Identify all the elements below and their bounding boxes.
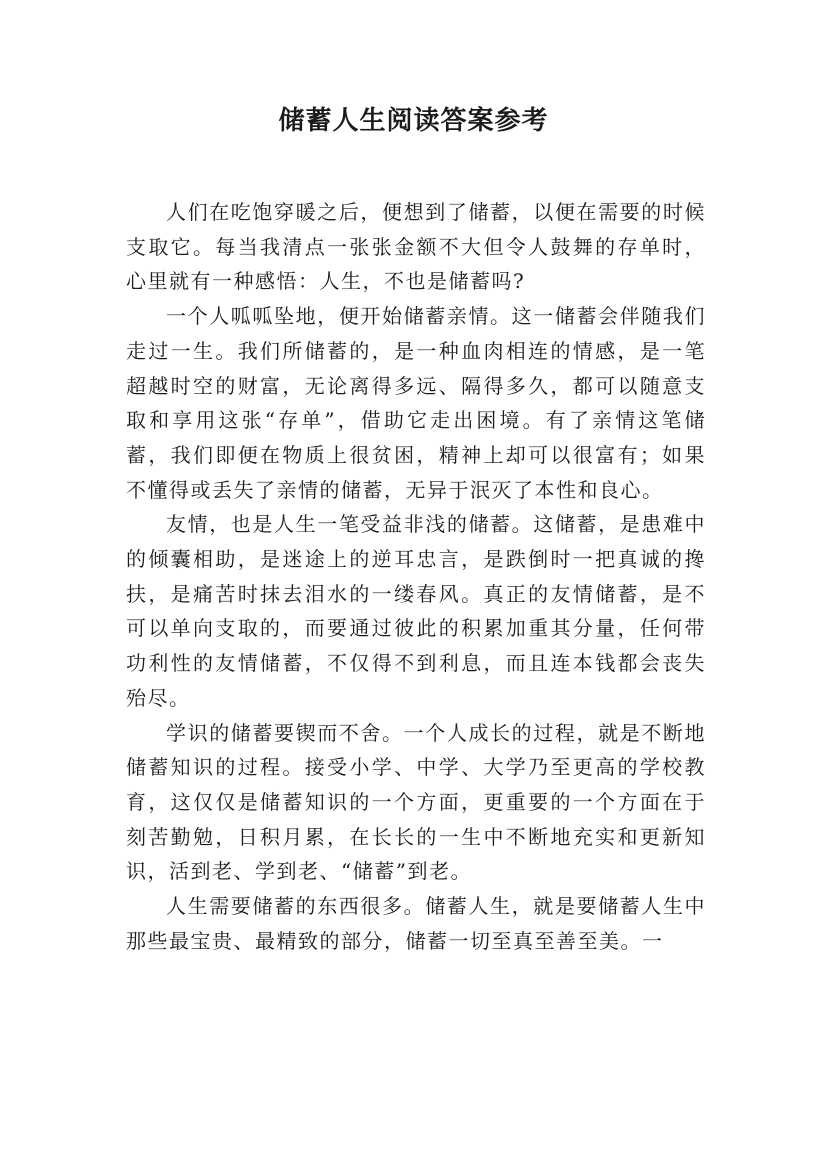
- paragraph-intro: 人们在吃饱穿暖之后，便想到了储蓄，以便在需要的时候支取它。每当我清点一张张金额不大但令人鼓舞的存单时，心里就有一种感悟：人生，不也是储蓄吗?: [126, 200, 706, 294]
- paragraph-friendship: 友情，也是人生一笔受益非浅的储蓄。这储蓄，是患难中的倾囊相助，是迷途上的逆耳忠言，是跌倒时一把真诚的搀扶，是痛苦时抹去泪水的一缕春风。真正的友情储蓄，是不可以单向支取的，而要通过彼此的积累加重其分量，任何带功利性的友情储蓄，不仅得不到利息，而且连本钱都会丧失殆尽。: [126, 512, 706, 710]
- paragraph-family-love: 一个人呱呱坠地，便开始储蓄亲情。这一储蓄会伴随我们走过一生。我们所储蓄的，是一种血肉相连的情感，是一笔超越时空的财富，无论离得多远、隔得多久，都可以随意支取和享用这张“存单”，借助它走出困境。有了亲情这笔储蓄，我们即便在物质上很贫困，精神上却可以很富有；如果不懂得或丢失了亲情的储蓄，无异于泯灭了本性和良心。: [126, 304, 706, 502]
- document-body: [126, 195, 706, 958]
- paragraph-knowledge: 学识的储蓄要锲而不舍。一个人成长的过程，就是不断地储蓄知识的过程。接受小学、中学、大学乃至更高的学校教育，这仅仅是储蓄知识的一个方面，更重要的一个方面在于刻苦勤勉，日积月累，在长长的一生中不断地充实和更新知识，活到老、学到老、“储蓄”到老。: [126, 720, 706, 884]
- document-title: 储蓄人生阅读答案参考: [278, 106, 549, 136]
- paragraph-life-savings: 人生需要储蓄的东西很多。储蓄人生，就是要储蓄人生中那些最宝贵、最精致的部分，储蓄一切至真至善至美。一: [126, 894, 706, 953]
